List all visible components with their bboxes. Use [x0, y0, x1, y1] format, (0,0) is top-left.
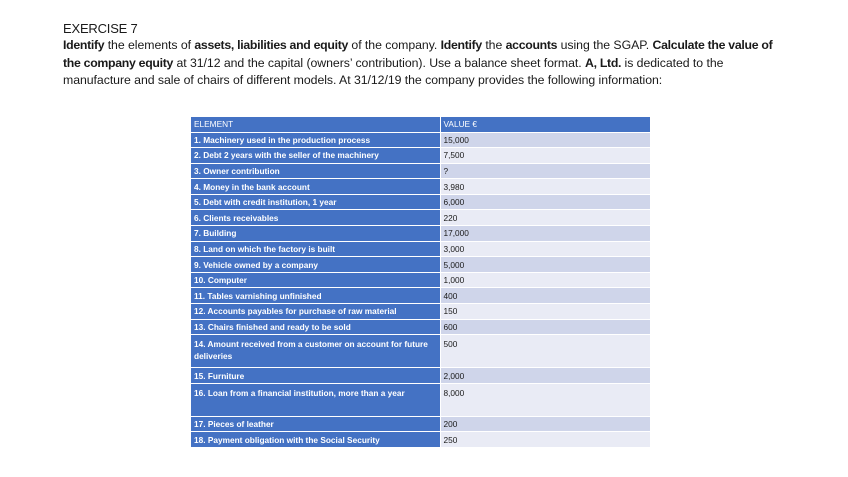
instruction-text-3: the [481, 38, 506, 52]
table-row [191, 335, 650, 368]
table-row [191, 432, 650, 448]
row-element: 9. Vehicle owned by a company [191, 257, 440, 273]
row-value: 220 [440, 210, 650, 226]
table-row [191, 241, 650, 257]
row-element: 2. Debt 2 years with the seller of the machinery [191, 148, 440, 164]
row-value: ? [440, 163, 650, 179]
row-value: 6,000 [440, 194, 650, 210]
row-value: 500 [440, 335, 650, 368]
table-row [191, 383, 650, 416]
table-row [191, 148, 650, 164]
exercise-instructions [63, 37, 793, 90]
row-element: 16. Loan from a financial institution, more than a year [191, 383, 440, 416]
row-value: 3,000 [440, 241, 650, 257]
instruction-calculate-equity: Calculate the value of the company equity [63, 38, 773, 70]
row-element: 8. Land on which the factory is built [191, 241, 440, 257]
instruction-text-2: of the company. [348, 38, 441, 52]
row-value: 150 [440, 304, 650, 320]
table-row [191, 272, 650, 288]
row-element: 10. Computer [191, 272, 440, 288]
row-value: 600 [440, 319, 650, 335]
table-row [191, 257, 650, 273]
elements-table [191, 117, 651, 448]
instruction-text-5: at 31/12 and the capital (owners’ contribution). Use a balance sheet format. [173, 55, 586, 70]
table-row [191, 132, 650, 148]
row-element: 7. Building [191, 226, 440, 242]
instruction-identify-2: Identify [440, 38, 482, 52]
table-row [191, 179, 650, 195]
row-value: 2,000 [440, 368, 650, 384]
row-element: 5. Debt with credit institution, 1 year [191, 194, 440, 210]
row-value: 17,000 [440, 226, 650, 242]
row-element: 14. Amount received from a customer on account for future deliveries [191, 335, 440, 368]
row-element: 4. Money in the bank account [191, 179, 440, 195]
row-element: 18. Payment obligation with the Social Security [191, 432, 440, 448]
row-element: 1. Machinery used in the production process [191, 132, 440, 148]
header-element: ELEMENT [191, 117, 440, 132]
row-element: 6. Clients receivables [191, 210, 440, 226]
row-value: 250 [440, 432, 650, 448]
table-row [191, 226, 650, 242]
row-value: 15,000 [440, 132, 650, 148]
row-value: 8,000 [440, 383, 650, 416]
instruction-company-name: A, Ltd. [585, 55, 622, 70]
row-value: 5,000 [440, 257, 650, 273]
instruction-identify-1: Identify [63, 38, 105, 52]
table-row [191, 368, 650, 384]
table-row [191, 304, 650, 320]
exercise-text-block [63, 20, 793, 90]
header-value: VALUE € [440, 117, 650, 132]
row-value: 1,000 [440, 272, 650, 288]
row-element: 11. Tables varnishing unfinished [191, 288, 440, 304]
instruction-accounts: accounts [505, 38, 558, 52]
row-value: 3,980 [440, 179, 650, 195]
table-row [191, 319, 650, 335]
row-value: 400 [440, 288, 650, 304]
row-element: 12. Accounts payables for purchase of raw material [191, 304, 440, 320]
instruction-text-6: is dedicated to the manufacture and sale of chairs of different models. At 31/12/19 the company provides the following information: [63, 55, 724, 87]
table-body [191, 132, 650, 448]
table-row [191, 288, 650, 304]
instruction-assets-liabilities-equity: assets, liabilities and equity [194, 38, 349, 52]
row-element: 15. Furniture [191, 368, 440, 384]
exercise-title: EXERCISE 7 [63, 21, 138, 36]
row-element: 17. Pieces of leather [191, 416, 440, 432]
table-row [191, 416, 650, 432]
instruction-text-1: the elements of [104, 38, 195, 52]
row-value: 7,500 [440, 148, 650, 164]
table-row [191, 210, 650, 226]
instruction-text-4: using the SGAP. [557, 38, 653, 52]
table-row [191, 163, 650, 179]
table-row [191, 194, 650, 210]
row-element: 13. Chairs finished and ready to be sold [191, 319, 440, 335]
row-value: 200 [440, 416, 650, 432]
row-element: 3. Owner contribution [191, 163, 440, 179]
table-header-row [191, 117, 650, 132]
